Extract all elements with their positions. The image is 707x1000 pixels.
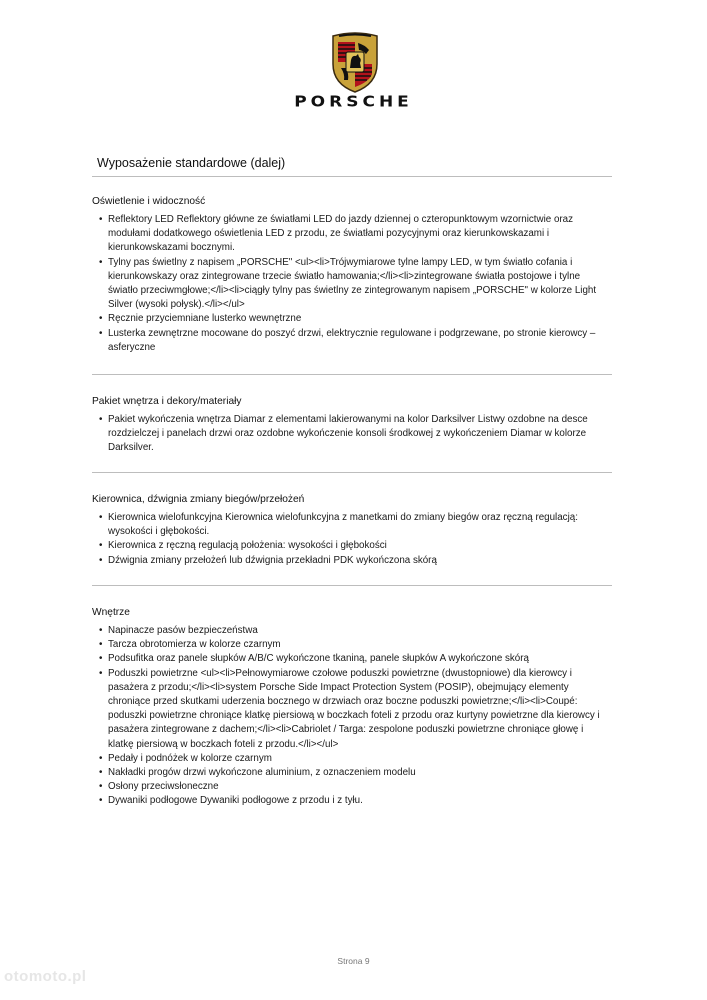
list-item: • Tarcza obrotomierza w kolorze czarnym	[96, 638, 608, 652]
list-item: • Kierownica wielofunkcyjna Kierownica wielofunkcyjna z manetkami do zmiany biegów oraz ręczną regulacją: wysokości i głębokości.	[96, 511, 608, 539]
list-item: • Pakiet wykończenia wnętrza Diamar z elementami lakierowanymi na kolor Darksilver Listwy ozdobne na desce rozdzielczej i panelach drzwi oraz ozdobne wykończenie konsoli środkowej z wykończeniem Diamar w kolorze Darksilver.	[96, 413, 608, 456]
porsche-wordmark: PORSCHE	[294, 93, 413, 111]
section-title-steering: Kierownica, dźwignia zmiany biegów/przełożeń	[92, 494, 305, 505]
porsche-crest-icon	[329, 30, 381, 94]
list-item: • Ręcznie przyciemniane lusterko wewnętrzne	[96, 312, 608, 326]
page-number: Strona 9	[337, 956, 370, 966]
list-item: • Tylny pas świetlny z napisem „PORSCHE" <ul><li>Trójwymiarowe tylne lampy LED, w tym światło cofania i kierunkowskazy oraz zintegrowane trzecie światło hamowania;</li><li>zintegrowane światła postojowe i tylne światło przeciwmgłowe;</li><li>ciągły tylny pas świetlny ze zintegrowanym napisem „PORSCHE" w kolorze Light Silver (wysoki połysk).</li></ul>	[96, 256, 608, 313]
section-header-title: Wyposażenie standardowe (dalej)	[97, 156, 286, 170]
divider	[92, 472, 612, 473]
section-list-interior	[96, 624, 608, 809]
divider	[92, 585, 612, 586]
section-list-interior-package	[96, 413, 608, 456]
list-item: • Osłony przeciwsłoneczne	[96, 780, 608, 794]
divider	[92, 374, 612, 375]
list-item: • Lusterka zewnętrzne mocowane do poszyć drzwi, elektrycznie regulowane i podgrzewane, po stronie kierowcy – asferyczne	[96, 327, 608, 355]
list-item: • Pedały i podnóżek w kolorze czarnym	[96, 752, 608, 766]
section-title-lighting: Oświetlenie i widoczność	[92, 196, 206, 207]
list-item: • Dźwignia zmiany przełożeń lub dźwignia przekładni PDK wykończona skórą	[96, 554, 608, 568]
section-list-lighting	[96, 213, 608, 355]
list-item: • Napinacze pasów bezpieczeństwa	[96, 624, 608, 638]
list-item: • Podsufitka oraz panele słupków A/B/C wykończone tkaniną, panele słupków A wykończone skórą	[96, 652, 608, 666]
section-title-interior: Wnętrze	[92, 607, 130, 618]
list-item: • Reflektory LED Reflektory główne ze światłami LED do jazdy dziennej o czteropunktowym wzornictwie oraz modułami dodatkowego oświetlenia LED z przodu, ze światłami pozycyjnymi oraz kierunkowskazami i kierunkowskazami bocznymi.	[96, 213, 608, 256]
section-title-interior-package: Pakiet wnętrza i dekory/materiały	[92, 396, 242, 407]
list-item: • Kierownica z ręczną regulacją położenia: wysokości i głębokości	[96, 539, 608, 553]
list-item: • Dywaniki podłogowe Dywaniki podłogowe z przodu i z tyłu.	[96, 794, 608, 808]
divider	[92, 176, 612, 177]
list-item: • Poduszki powietrzne <ul><li>Pełnowymiarowe czołowe poduszki powietrzne (dwustopniowe) dla kierowcy i pasażera z przodu;</li><li>system Porsche Side Impact Protection System (POSIP), obejmujący elementy chroniące przed skutkami uderzenia bocznego w drzwiach oraz boczne poduszki powietrzne;</li><li>Coupé: poduszki powietrzne chroniące klatkę piersiową w boczkach foteli z przodu oraz kurtyny powietrzne dla kierowcy i pasażera zintegrowane z dachem;</li><li>Cabriolet / Targa: zespolone poduszki powietrzne chroniące głowę i klatkę piersiową w boczkach foteli z przodu.</li></ul>	[96, 667, 608, 752]
watermark: otomoto.pl	[4, 968, 87, 985]
list-item: • Nakładki progów drzwi wykończone aluminium, z oznaczeniem modelu	[96, 766, 608, 780]
section-list-steering	[96, 511, 608, 568]
